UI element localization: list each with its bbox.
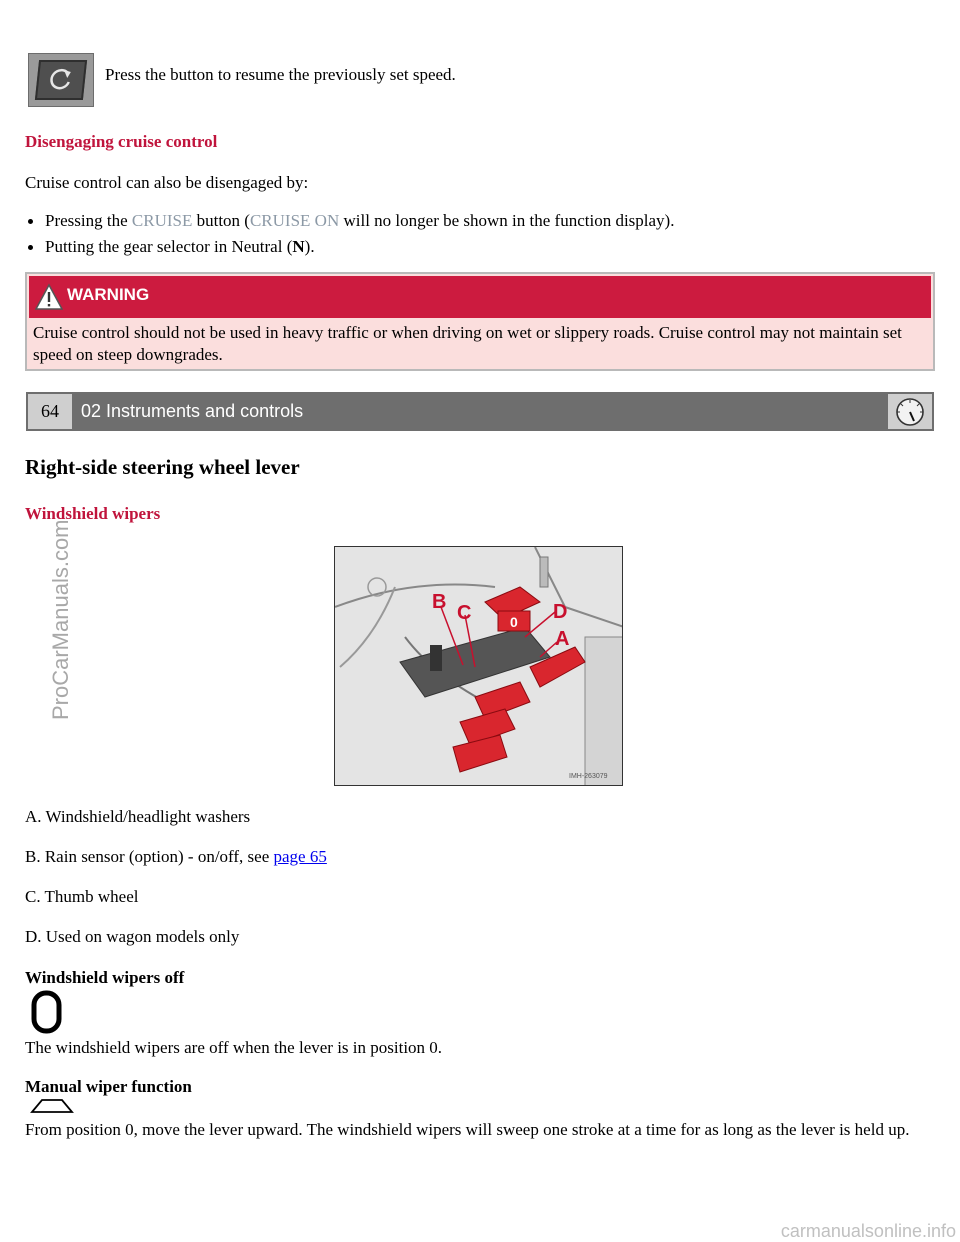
diagram-position-0: 0 <box>510 614 518 630</box>
wipers-off-text: The windshield wipers are off when the lever is in position 0. <box>25 1038 443 1057</box>
wipers-subheading: Windshield wipers <box>25 504 161 523</box>
resume-text: Press the button to resume the previously set speed. <box>105 65 456 84</box>
legend-a: A. Windshield/headlight washers <box>25 807 251 826</box>
resume-speed-icon <box>28 53 94 107</box>
list-item: Pressing the CRUISE button (CRUISE ON will no longer be shown in the function display). <box>25 211 674 231</box>
page-number: 64 <box>28 394 72 429</box>
cruise-on-ref: CRUISE ON <box>249 211 340 230</box>
position-zero-symbol <box>30 990 64 1039</box>
chapter-header <box>26 392 934 431</box>
manual-text: From position 0, move the lever upward. The windshield wipers will sweep one stroke at a time for as long as the lever is held up. <box>25 1120 910 1139</box>
warning-text: Cruise control should not be used in heavy traffic or when driving on wet or slippery roads. Cruise control may not maintain set speed on steep downgrades. <box>33 323 902 364</box>
wiper-lever-diagram <box>334 546 623 786</box>
diagram-label-b: B <box>432 591 447 613</box>
chapter-title: 02 Instruments and controls <box>81 401 304 421</box>
cruise-button-ref: CRUISE <box>131 211 193 230</box>
disengage-list <box>25 211 674 263</box>
warning-box <box>25 272 935 371</box>
section-title: Right-side steering wheel lever <box>25 455 300 479</box>
svg-text:0: 0 <box>47 1020 48 1021</box>
legend-b: B. Rain sensor (option) - on/off, see page 65 <box>25 847 327 866</box>
warning-label: WARNING <box>67 285 150 304</box>
warning-triangle-icon <box>35 283 63 311</box>
manual-heading: Manual wiper function <box>25 1077 192 1096</box>
speedometer-icon <box>888 394 932 429</box>
list-item: Putting the gear selector in Neutral (N). <box>25 237 674 257</box>
disengage-intro: Cruise control can also be disengaged by: <box>25 173 309 192</box>
side-watermark: ProCarManuals.com <box>48 519 73 720</box>
footer-watermark: carmanualsonline.info <box>780 1221 956 1241</box>
diagram-label-d: D <box>553 601 568 623</box>
diagram-code: IMH-263079 <box>569 773 608 780</box>
warning-header <box>29 276 931 318</box>
diagram-label-c: C <box>457 602 472 624</box>
disengage-heading: Disengaging cruise control <box>25 132 218 151</box>
legend-c: C. Thumb wheel <box>25 887 139 906</box>
diagram-label-a: A <box>555 628 570 650</box>
page-65-link[interactable]: page 65 <box>273 847 327 866</box>
legend-d: D. Used on wagon models only <box>25 927 240 946</box>
wipers-off-heading: Windshield wipers off <box>25 968 185 987</box>
single-sweep-icon <box>30 1098 74 1119</box>
